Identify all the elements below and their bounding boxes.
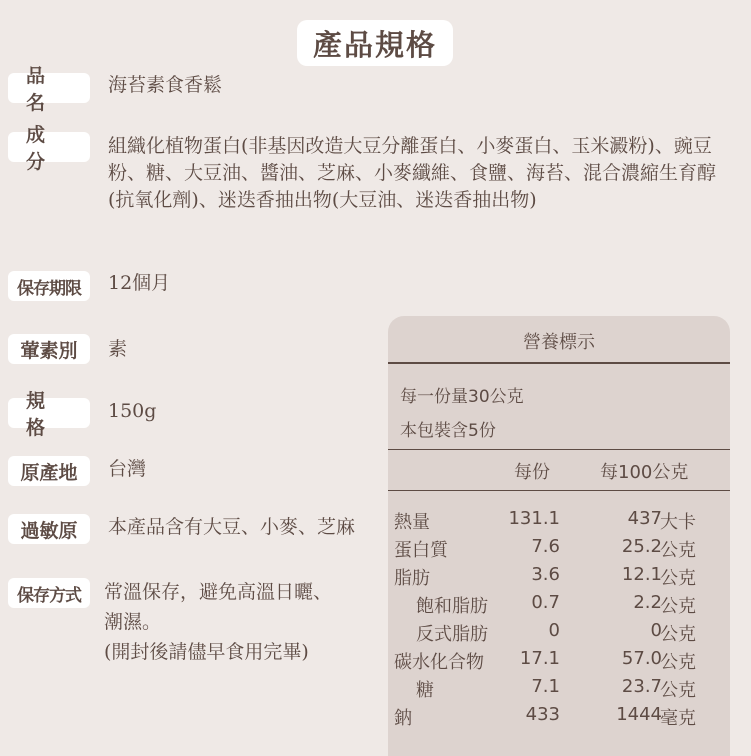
- divider: [388, 490, 730, 491]
- per-100g-value: 12.1: [621, 564, 662, 585]
- unit: 大卡: [660, 512, 696, 533]
- storage-label: 保存方式: [8, 578, 90, 608]
- per-100g-value: 2.2: [633, 592, 662, 613]
- nutrition-row: [388, 676, 730, 704]
- page-title: 產品規格: [297, 20, 453, 66]
- name-value: 海苔素食香鬆: [108, 74, 223, 96]
- per-serving-value: 131.1: [508, 508, 560, 529]
- allergen-value: 本產品含有大豆、小麥、芝麻: [108, 516, 356, 538]
- per-100g-value: 57.0: [621, 648, 662, 669]
- storage-line-2: 潮濕。: [104, 611, 162, 633]
- name-label: 品名: [8, 73, 90, 103]
- allergen-label: 過敏原: [8, 514, 90, 544]
- unit: 公克: [660, 568, 696, 589]
- nutrition-row: [388, 704, 730, 732]
- divider: [388, 449, 730, 450]
- nutrient-name: 蛋白質: [394, 540, 448, 561]
- nutrient-name: 鈉: [394, 708, 412, 729]
- per-serving-value: 7.6: [531, 536, 560, 557]
- storage-line-3: (開封後請儘早食用完畢): [104, 641, 309, 663]
- per-serving-value: 3.6: [531, 564, 560, 585]
- per-100g-value: 0: [650, 620, 662, 641]
- ingredients-label: 成分: [8, 132, 90, 162]
- diet-type-label: 葷素別: [8, 334, 90, 364]
- column-header-per-100g: 每100公克: [600, 462, 689, 483]
- per-serving-value: 433: [525, 704, 560, 725]
- nutrition-title: 營養標示: [523, 332, 595, 353]
- size-label: 規格: [8, 398, 90, 428]
- per-100g-value: 437: [627, 508, 662, 529]
- unit: 公克: [660, 680, 696, 701]
- serving-size: 每一份量30公克: [400, 387, 524, 407]
- nutrition-row: [388, 648, 730, 676]
- column-header-per-serving: 每份: [514, 462, 550, 483]
- nutrition-row: [388, 564, 730, 592]
- per-100g-value: 1444: [616, 704, 662, 725]
- nutrient-name: 糖: [416, 680, 434, 701]
- origin-value: 台灣: [108, 458, 147, 480]
- nutrient-name: 脂肪: [394, 568, 430, 589]
- unit: 毫克: [660, 708, 696, 729]
- per-100g-value: 25.2: [621, 536, 662, 557]
- per-serving-value: 0: [548, 620, 560, 641]
- unit: 公克: [660, 596, 696, 617]
- shelf-life-value: 12個月: [108, 272, 171, 294]
- nutrition-row: [388, 536, 730, 564]
- unit: 公克: [660, 652, 696, 673]
- per-serving-value: 0.7: [531, 592, 560, 613]
- unit: 公克: [660, 540, 696, 561]
- per-serving-value: 17.1: [519, 648, 560, 669]
- nutrient-name: 飽和脂肪: [416, 596, 488, 617]
- nutrient-name: 熱量: [394, 512, 430, 533]
- origin-label: 原產地: [8, 456, 90, 486]
- divider: [388, 362, 730, 364]
- ingredients-value: 組織化植物蛋白(非基因改造大豆分離蛋白、小麥蛋白、玉米澱粉)、豌豆粉、糖、大豆油、醬油、芝麻、小麥纖維、食鹽、海苔、混合濃縮生育醇(抗氧化劑)、迷迭香抽出物(大豆油、迷迭香抽出物): [108, 135, 717, 211]
- per-serving-value: 7.1: [531, 676, 560, 697]
- shelf-life-label: 保存期限: [8, 271, 90, 301]
- diet-type-value: 素: [108, 338, 128, 360]
- storage-value: [104, 577, 332, 667]
- unit: 公克: [660, 624, 696, 645]
- nutrition-row: [388, 620, 730, 648]
- nutrient-name: 反式脂肪: [416, 624, 488, 645]
- per-100g-value: 23.7: [621, 676, 662, 697]
- nutrition-panel: [388, 316, 730, 756]
- storage-line-1: 常溫保存，避免高溫日曬、: [104, 581, 333, 603]
- size-value: 150g: [108, 400, 157, 422]
- nutrient-name: 碳水化合物: [394, 652, 484, 673]
- servings-per-pack: 本包裝含5份: [400, 421, 496, 441]
- nutrition-row: [388, 592, 730, 620]
- nutrition-row: [388, 508, 730, 536]
